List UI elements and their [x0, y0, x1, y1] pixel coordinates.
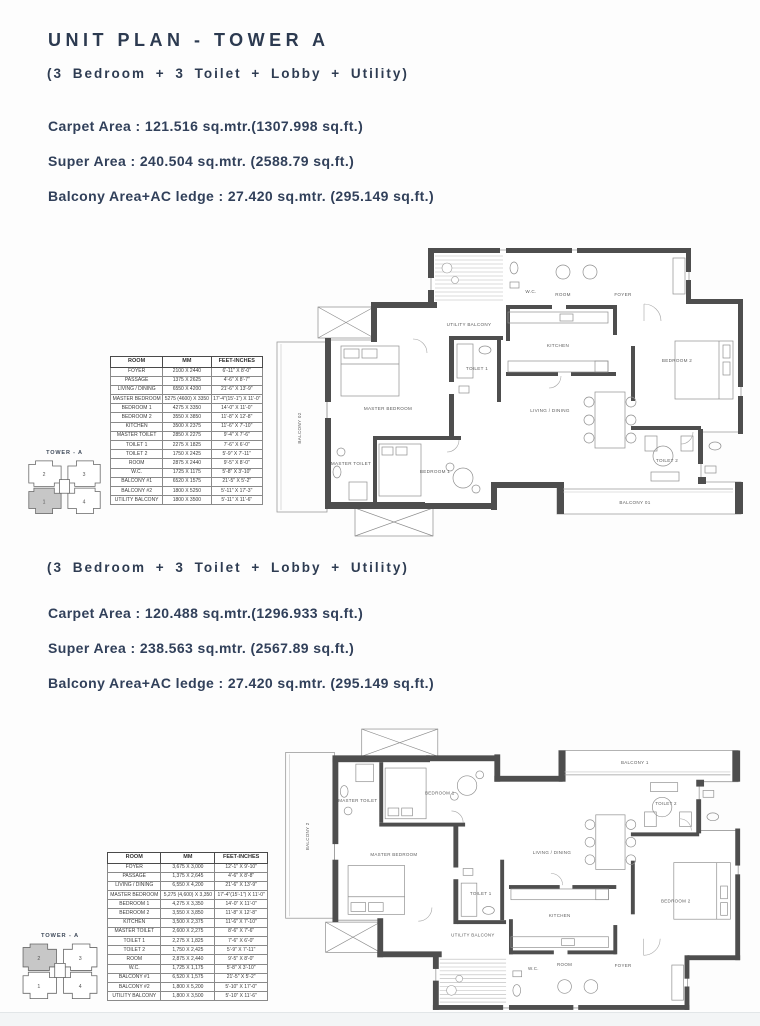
table-cell: W.C. [111, 468, 163, 477]
floor-plan-2 [272, 724, 745, 1012]
column-header: FEET-INCHES [215, 853, 268, 864]
table-cell: 3500 X 2375 [163, 422, 211, 431]
table-cell: 4,275 X 3,350 [161, 900, 215, 909]
table-row [111, 404, 263, 413]
room-label-toilet-1: TOILET 1 [465, 366, 489, 371]
table-cell: 6'-11" X 8'-0" [211, 367, 262, 376]
table-cell: 14'-0" X 11'-0" [215, 900, 268, 909]
table-cell: TOILET 1 [111, 441, 163, 450]
room-label-living-dining: LIVING / DINING [532, 849, 572, 855]
table-row [108, 946, 268, 955]
table-cell: 1,725 X 1,175 [161, 964, 215, 973]
table-cell: 6550 X 4200 [163, 385, 211, 394]
table-cell: 2850 X 2275 [163, 431, 211, 440]
table-cell: 2100 X 2440 [163, 367, 211, 376]
room-label-bedroom-1: BEDROOM 1 [425, 790, 455, 796]
table-cell: ROOM [108, 955, 161, 964]
page-bottom-edge [0, 1012, 760, 1026]
room-label-toilet-2: TOILET 2 [655, 458, 679, 463]
table-cell: 2,600 X 2,275 [161, 927, 215, 936]
keyplan-2-num-4: 4 [78, 984, 82, 991]
table-cell: 5'-9" X 7'-11" [215, 946, 268, 955]
table-row [111, 496, 263, 505]
floor-plan-1 [263, 246, 748, 541]
table-cell: 1,800 X 3,500 [161, 992, 215, 1001]
dimension-table-2-wrap [107, 852, 268, 1001]
table-cell: 21'-6" X 13'-9" [215, 881, 268, 890]
keyplan-2-num-1: 1 [37, 984, 41, 991]
room-label-utility-balcony: UTILITY BALCONY [446, 322, 492, 327]
table-row [111, 477, 263, 486]
table-cell: LIVING / DINING [111, 385, 163, 394]
table-cell: W.C. [108, 964, 161, 973]
table-cell: BEDROOM 1 [108, 900, 161, 909]
table-cell: TOILET 2 [108, 946, 161, 955]
unit2-super-area: Super Area : 238.563 sq.mtr. (2567.89 sq.ft.) [48, 640, 355, 656]
room-label-room: ROOM [555, 292, 571, 297]
room-label-balcony-1: BALCONY 1 [620, 760, 649, 766]
table-row [108, 982, 268, 991]
table-cell: 21'-5" X 5'-2" [215, 973, 268, 982]
table-cell: BEDROOM 1 [111, 404, 163, 413]
unit2-area-block [48, 605, 434, 710]
table-row [111, 422, 263, 431]
table-row [108, 964, 268, 973]
table-cell: 17'-4"(15'-1") X 11'-0" [215, 891, 268, 900]
table-row [111, 367, 263, 376]
table-cell: MASTER BEDROOM [111, 395, 163, 404]
table-cell: PASSAGE [108, 872, 161, 881]
table-cell: TOILET 1 [108, 937, 161, 946]
table-cell: MASTER BEDROOM [108, 891, 161, 900]
table-row [108, 891, 268, 900]
table-cell: 17'-4"(15'-1") X 11'-0" [211, 395, 262, 404]
table-cell: 1800 X 3500 [163, 496, 211, 505]
column-header: MM [161, 853, 215, 864]
table-cell: 4'-6" X 8'-8" [215, 872, 268, 881]
room-label-master-toilet: MASTER TOILET [330, 461, 372, 466]
unit2-carpet-area: Carpet Area : 120.488 sq.mtr.(1296.933 sq.ft.) [48, 605, 364, 621]
unit1-carpet-area: Carpet Area : 121.516 sq.mtr.(1307.998 sq.ft.) [48, 118, 364, 134]
dimension-table-2 [107, 852, 268, 1001]
table-cell: UTILITY BALCONY [108, 992, 161, 1001]
table-cell: FOYER [111, 367, 163, 376]
room-label-master-toilet: MASTER TOILET [338, 798, 378, 804]
table-cell: 9'-4" X 7'-6" [211, 431, 262, 440]
table-cell: 1,800 X 5,200 [161, 982, 215, 991]
table-cell: 5'-8" X 3'-10" [215, 964, 268, 973]
unit1-area-block [48, 118, 434, 223]
table-cell: 5'-8" X 3'-10" [211, 468, 262, 477]
table-cell: 14'-0" X 11'-0" [211, 404, 262, 413]
table-cell: 5'-10" X 11'-6" [215, 992, 268, 1001]
table-cell: 6,520 X 1,575 [161, 973, 215, 982]
table-cell: 2,875 X 2,440 [161, 955, 215, 964]
room-label-bedroom-1: BEDROOM 1 [419, 469, 451, 474]
room-label-toilet-1: TOILET 1 [469, 890, 492, 896]
table-cell: 5'-11" X 11'-6" [211, 496, 262, 505]
table-cell: 5275 (4600) X 3350 [163, 395, 211, 404]
table-cell: 11'-6" X 7'-10" [211, 422, 262, 431]
table-cell: BALCONY #1 [111, 477, 163, 486]
column-header: ROOM [111, 357, 163, 368]
table-row [111, 459, 263, 468]
room-label-foyer: FOYER [614, 292, 632, 297]
table-row [108, 909, 268, 918]
table-cell: 2275 X 1825 [163, 441, 211, 450]
room-label-kitchen: KITCHEN [546, 343, 570, 348]
unit2-config: (3 Bedroom + 3 Toilet + Lobby + Utility) [47, 560, 409, 575]
column-header: FEET-INCHES [211, 357, 262, 368]
table-cell: 8'-6" X 7'-6" [215, 927, 268, 936]
table-row [108, 863, 268, 872]
table-cell: KITCHEN [111, 422, 163, 431]
table-row [108, 900, 268, 909]
unit1-config: (3 Bedroom + 3 Toilet + Lobby + Utility) [47, 66, 409, 81]
table-cell: ROOM [111, 459, 163, 468]
room-label-balcony-2: BALCONY 2 [305, 822, 311, 851]
table-cell: 3,550 X 3,850 [161, 909, 215, 918]
keyplan-1-title: TOWER - A [46, 450, 83, 457]
table-row [111, 395, 263, 404]
table-cell: 11'-8" X 12'-8" [211, 413, 262, 422]
table-cell: BEDROOM 2 [108, 909, 161, 918]
room-label-bedroom-2: BEDROOM 2 [661, 358, 693, 363]
table-cell: 5,275 (4,600) X 3,350 [161, 891, 215, 900]
keyplan-1-num-3: 3 [82, 472, 86, 479]
table-cell: 6,550 X 4,200 [161, 881, 215, 890]
keyplan-2-title: TOWER - A [40, 933, 80, 939]
column-header: ROOM [108, 853, 161, 864]
table-row [111, 468, 263, 477]
dimension-table-1-wrap [110, 356, 263, 505]
table-cell: 3,675 X 3,000 [161, 863, 215, 872]
table-cell: 5'-11" X 17'-3" [211, 486, 262, 495]
table-cell: 11'-8" X 12'-8" [215, 909, 268, 918]
table-cell: 7'-6" X 6'-0" [215, 937, 268, 946]
room-label-balcony-01: BALCONY 01 [619, 500, 651, 505]
table-cell: 21'-5" X 5'-2" [211, 477, 262, 486]
table-cell: LIVING / DINING [108, 881, 161, 890]
table-cell: 3,500 X 2,375 [161, 918, 215, 927]
table-cell: 2875 X 2440 [163, 459, 211, 468]
keyplan-2-num-3: 3 [78, 955, 82, 962]
table-cell: 9'-5" X 8'-0" [211, 459, 262, 468]
table-cell: 3550 X 3850 [163, 413, 211, 422]
table-cell: UTILITY BALCONY [111, 496, 163, 505]
table-row [108, 927, 268, 936]
room-label-foyer: FOYER [614, 962, 632, 968]
table-row [111, 441, 263, 450]
room-label-master-bedroom: MASTER BEDROOM [370, 851, 418, 857]
table-row [108, 872, 268, 881]
table-cell: 4275 X 3350 [163, 404, 211, 413]
table-row [108, 973, 268, 982]
room-label-room: ROOM [557, 962, 573, 968]
unit1-balcony-area: Balcony Area+AC ledge : 27.420 sq.mtr. (295.149 sq.ft.) [48, 188, 435, 204]
table-cell: 12'-1" X 9'-10" [215, 863, 268, 872]
page-title: UNIT PLAN - TOWER A [48, 30, 330, 50]
room-label-kitchen: KITCHEN [548, 913, 571, 919]
table-row [108, 955, 268, 964]
column-header: MM [163, 357, 211, 368]
table-row [108, 918, 268, 927]
table-cell: 1,375 X 2,645 [161, 872, 215, 881]
table-cell: KITCHEN [108, 918, 161, 927]
table-cell: BALCONY #1 [108, 973, 161, 982]
keyplan-1 [22, 444, 107, 528]
table-cell: 5'-10" X 17'-0" [215, 982, 268, 991]
table-cell: 4'-6" X 8'-7" [211, 376, 262, 385]
table-cell: 11'-6" X 7'-10" [215, 918, 268, 927]
table-cell: 6520 X 1575 [163, 477, 211, 486]
keyplan-2 [16, 928, 104, 1012]
table-row [108, 992, 268, 1001]
table-cell: 1725 X 1175 [163, 468, 211, 477]
table-cell: 1800 X 5250 [163, 486, 211, 495]
table-cell: 7'-6" X 6'-0" [211, 441, 262, 450]
room-label-master-bedroom: MASTER BEDROOM [363, 406, 413, 411]
room-label-wc: W.C. [527, 965, 539, 971]
table-row [111, 431, 263, 440]
table-cell: MASTER TOILET [108, 927, 161, 936]
table-row [111, 486, 263, 495]
table-cell: 1375 X 2625 [163, 376, 211, 385]
room-label-wc: W.C. [525, 289, 537, 294]
keyplan-1-num-1: 1 [42, 499, 46, 506]
table-cell: 2,275 X 1,825 [161, 937, 215, 946]
table-row [111, 450, 263, 459]
table-cell: 1,750 X 2,425 [161, 946, 215, 955]
room-label-bedroom-2: BEDROOM 2 [661, 898, 691, 904]
table-cell: BALCONY #2 [111, 486, 163, 495]
room-label-living-dining: LIVING / DINING [530, 408, 570, 413]
table-cell: 21'-6" X 13'-9" [211, 385, 262, 394]
table-cell: 9'-5" X 8'-0" [215, 955, 268, 964]
keyplan-1-num-2: 2 [42, 472, 46, 479]
table-cell: PASSAGE [111, 376, 163, 385]
table-row [111, 376, 263, 385]
room-label-utility-balcony: UTILITY BALCONY [451, 932, 495, 938]
table-cell: BALCONY #2 [108, 982, 161, 991]
table-row [111, 385, 263, 394]
keyplan-1-num-4: 4 [82, 499, 86, 506]
unit2-balcony-area: Balcony Area+AC ledge : 27.420 sq.mtr. (295.149 sq.ft.) [48, 675, 435, 691]
room-label-balcony-02: BALCONY 02 [297, 412, 302, 444]
table-cell: TOILET 2 [111, 450, 163, 459]
table-row [111, 413, 263, 422]
table-cell: 1750 X 2425 [163, 450, 211, 459]
dimension-table-1 [110, 356, 263, 505]
table-cell: FOYER [108, 863, 161, 872]
keyplan-2-num-2: 2 [37, 955, 41, 962]
table-cell: MASTER TOILET [111, 431, 163, 440]
table-cell: BEDROOM 2 [111, 413, 163, 422]
table-row [108, 937, 268, 946]
unit1-super-area: Super Area : 240.504 sq.mtr. (2588.79 sq.ft.) [48, 153, 355, 169]
table-row [108, 881, 268, 890]
room-label-toilet-2: TOILET 2 [655, 801, 677, 807]
table-cell: 5'-9" X 7'-11" [211, 450, 262, 459]
